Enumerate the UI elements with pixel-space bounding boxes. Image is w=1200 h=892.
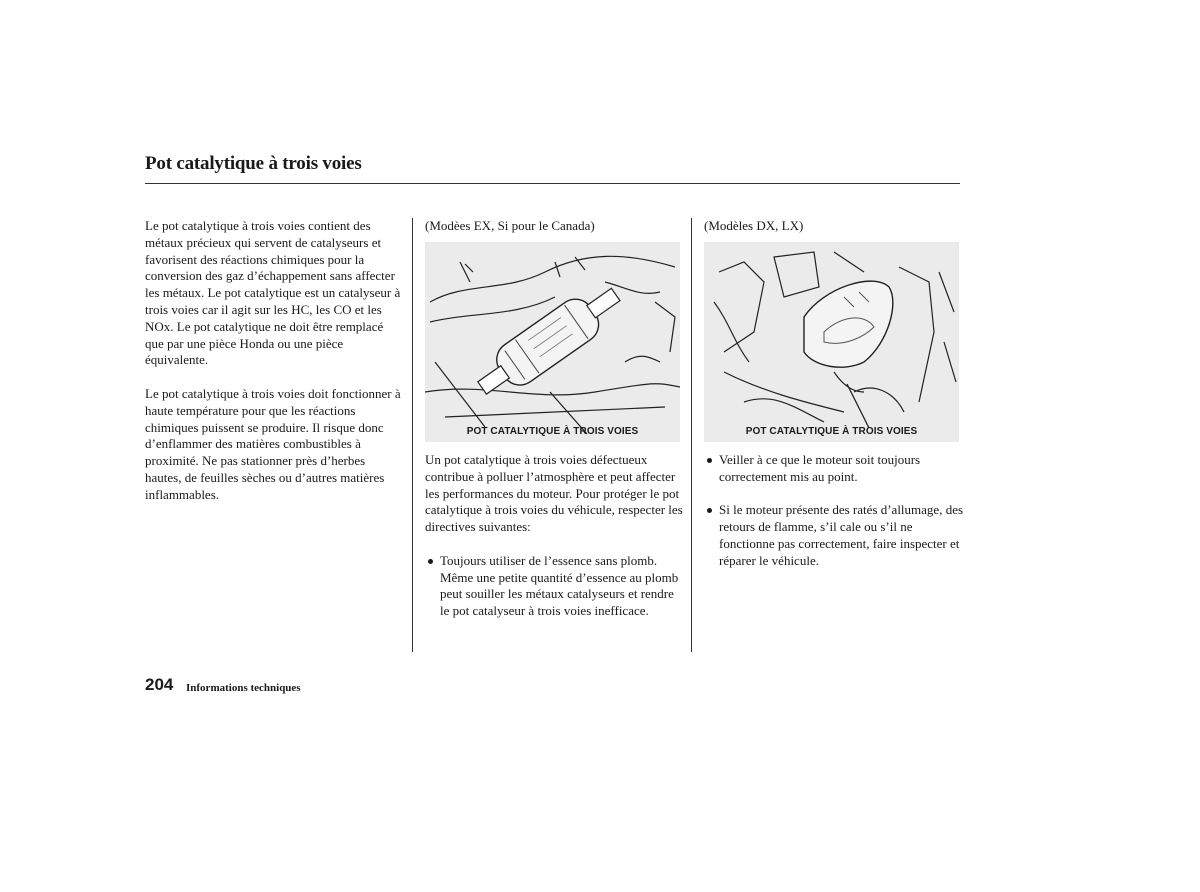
title-rule — [145, 183, 960, 184]
catalytic-converter-illustration-dx — [704, 242, 959, 442]
list-item: Veiller à ce que le moteur soit toujours correctement mis au point. — [704, 452, 966, 486]
model-label-ex: (Modèes EX, Si pour le Canada) — [425, 218, 595, 233]
catalytic-converter-illustration-ex — [425, 242, 680, 442]
middle-column-text — [425, 452, 683, 620]
page-title: Pot catalytique à trois voies — [145, 153, 362, 174]
middle-bullet-list — [425, 553, 683, 620]
catalytic-converter-figure-dx — [704, 242, 959, 442]
heat-warning-paragraph: Le pot catalytique à trois voies doit fonctionner à haute température pour que les réactions chimiques puissent se produire. Il risque donc d’enflammer des matières combustibles à proximité. Ne pas stationner près d’herbes hautes, de feuilles sèches ou d’autres matières inflammables. — [145, 385, 401, 502]
column-divider-left — [412, 218, 413, 652]
right-column-text — [704, 452, 966, 570]
right-bullet-list — [704, 452, 966, 570]
bullet-icon — [707, 458, 712, 463]
bullet-icon — [428, 559, 433, 564]
model-label-dx: (Modèles DX, LX) — [704, 218, 804, 233]
bullet-icon — [707, 508, 712, 513]
page-number: 204 — [145, 675, 174, 694]
catalytic-converter-figure-ex — [425, 242, 680, 442]
column-divider-right — [691, 218, 692, 652]
figure-caption-dx: POT CATALYTIQUE À TROIS VOIES — [745, 426, 918, 437]
list-item: Si le moteur présente des ratés d’allumage, des retours de flamme, s’il cale ou s’il ne fonctionne pas correctement, faire inspecter et réparer le véhicule. — [704, 502, 966, 569]
intro-paragraph: Le pot catalytique à trois voies contient des métaux précieux qui servent de catalyseurs et favorisent des réactions chimiques pour la conversion des gaz d’échappement sans affecter les métaux. Le pot catalytique est un catalyseur à trois voies car il agit sur les HC, les CO et les NOx. Le pot catalytique ne doit être remplacé que par une pièce Honda ou une pièce équivalente. — [145, 218, 401, 368]
defective-converter-paragraph: Un pot catalytique à trois voies défectueux contribue à polluer l’atmosphère et peut affecter les performances du moteur. Pour protéger le pot catalytique à trois voies du véhicule, respecter les directives suivantes: — [425, 452, 683, 535]
list-item: Toujours utiliser de l’essence sans plomb. Même une petite quantité d’essence au plomb peut souiller les métaux catalyseurs et rendre le pot catalyseur à trois voies inefficace. — [425, 553, 683, 620]
section-name: Informations techniques — [186, 682, 301, 694]
figure-caption-ex: POT CATALYTIQUE À TROIS VOIES — [466, 426, 639, 437]
left-column — [145, 218, 403, 504]
